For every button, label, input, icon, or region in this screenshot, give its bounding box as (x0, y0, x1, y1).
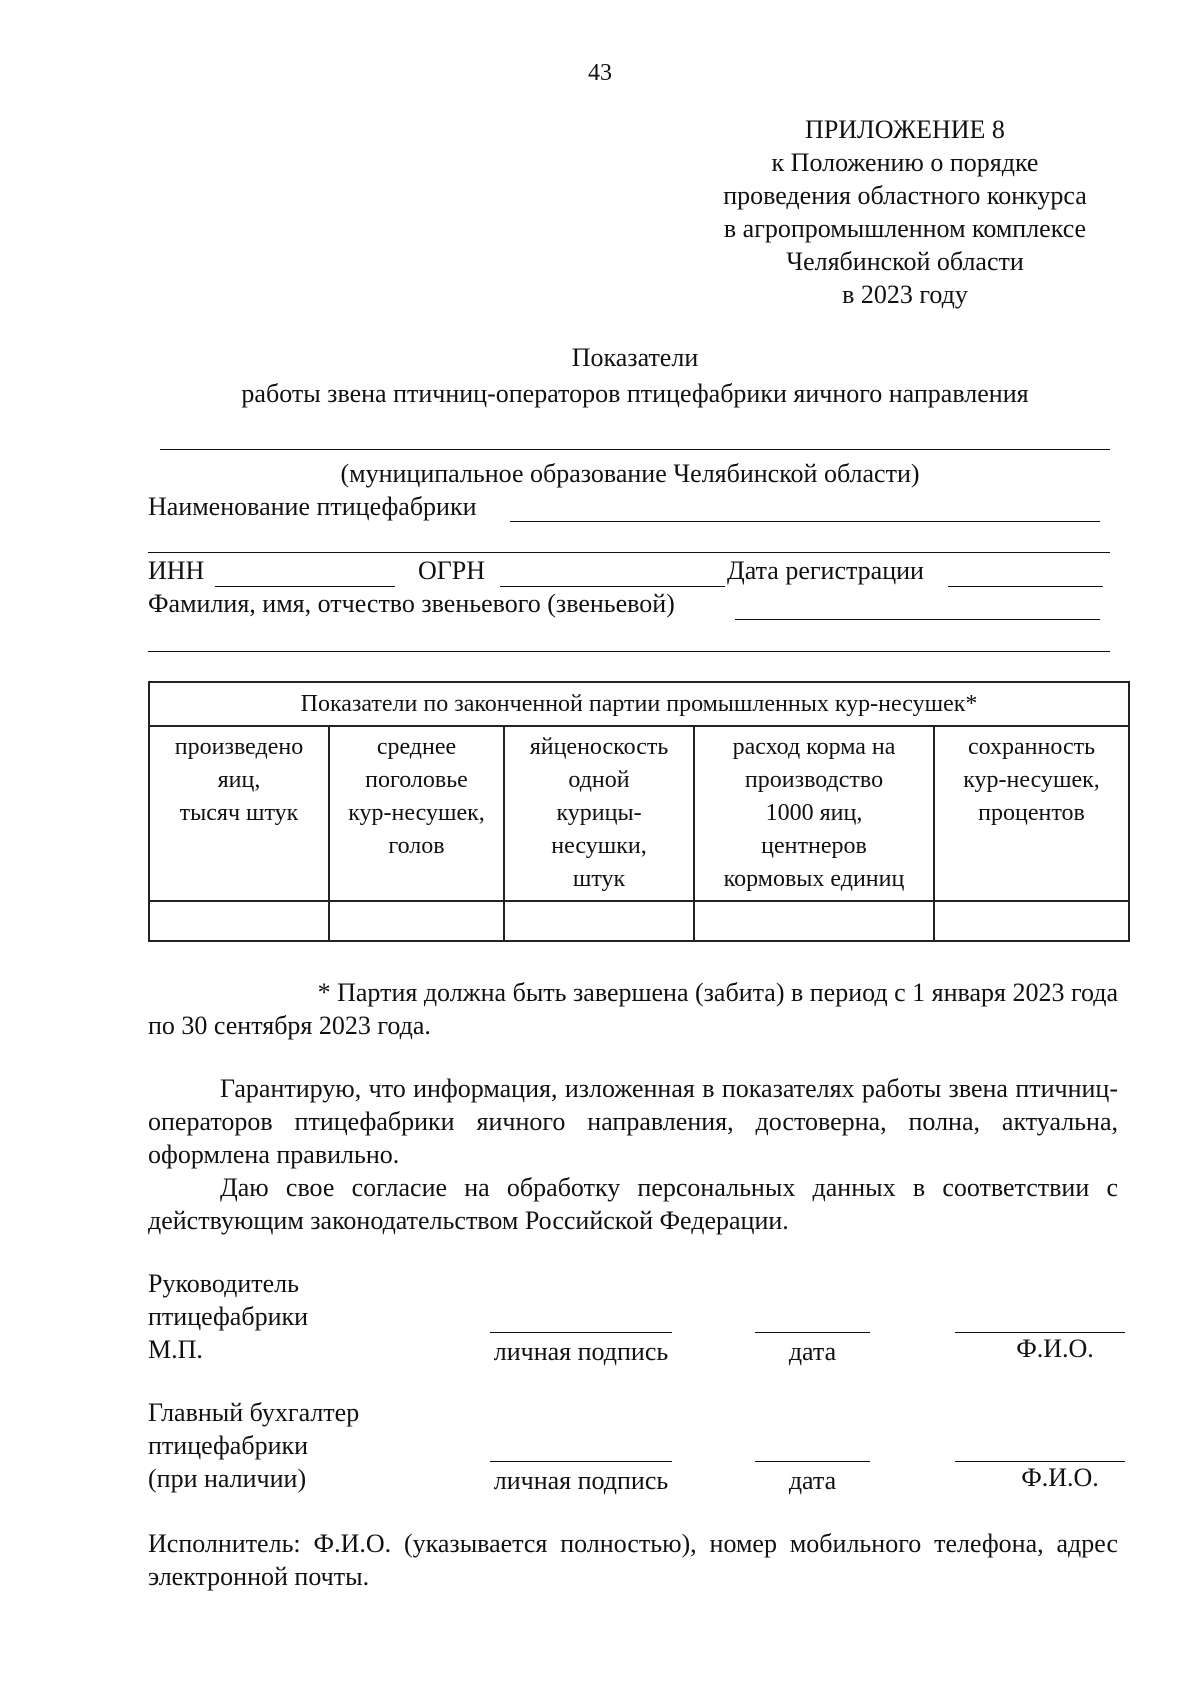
guarantee-text: Гарантирую, что информация, изложенная в показателях работы звена птичниц-операторов птицефабрики яичного направления, достоверна, полна, актуальна, оформлена правильно. (148, 1074, 1118, 1169)
footnote-line-1: * Партия должна быть завершена (забита) в период с 1 января 2023 года (317, 978, 1118, 1007)
cell-line: расход корма на (732, 734, 896, 760)
accountant-signature-line[interactable] (490, 1461, 672, 1462)
factory-name-continuation-line[interactable] (148, 552, 1110, 553)
head-date-line[interactable] (755, 1332, 870, 1333)
table-header-row (149, 682, 1129, 726)
appendix-line: Челябинской области (786, 247, 1024, 276)
accountant-signature-label (148, 1396, 359, 1495)
leader-field-line[interactable] (735, 619, 1100, 620)
input-feed-consumption[interactable] (694, 901, 934, 941)
accountant-date-line[interactable] (755, 1461, 870, 1462)
ogrn-label: ОГРН (418, 556, 486, 585)
column-survival-rate (934, 726, 1129, 901)
inn-label: ИНН (148, 556, 205, 585)
cell-line: несушки, (551, 833, 647, 859)
input-survival-rate[interactable] (934, 901, 1129, 941)
cell-line: тысяч штук (179, 800, 299, 826)
appendix-heading (690, 113, 1120, 311)
head-date-caption: дата (788, 1337, 837, 1366)
cell-line: поголовье (365, 767, 468, 793)
municipality-field-line[interactable] (160, 449, 1110, 450)
consent-text: Даю свое согласие на обработку персональных данных в соответствии с действующим законодательством Российской Федерации. (148, 1173, 1118, 1235)
accountant-label-line-2: птицефабрики (148, 1431, 309, 1460)
appendix-line: ПРИЛОЖЕНИЕ 8 (805, 115, 1005, 144)
column-average-livestock (329, 726, 504, 901)
guarantee-paragraph (148, 1072, 1118, 1171)
head-label-line-2: птицефабрики (148, 1302, 309, 1331)
footnote (148, 976, 1118, 1042)
accountant-date-caption: дата (788, 1466, 837, 1495)
accountant-label-line-3: (при наличии) (148, 1464, 307, 1493)
column-eggs-produced (149, 726, 329, 901)
head-signature-caption: личная подпись (493, 1337, 669, 1366)
head-name-caption: Ф.И.О. (1016, 1334, 1094, 1363)
reg-date-label: Дата регистрации (727, 556, 924, 585)
cell-line: 1000 яиц, (765, 800, 863, 826)
cell-line: среднее (376, 734, 457, 760)
cell-line: процентов (978, 800, 1085, 826)
cell-line: кур-несушек, (348, 800, 485, 826)
executor-note: Исполнитель: Ф.И.О. (указывается полностью), номер мобильного телефона, адрес электронной почты. (148, 1529, 1118, 1591)
head-signature-line[interactable] (490, 1332, 672, 1333)
appendix-line: в агропромышленном комплексе (723, 214, 1087, 243)
input-egg-production[interactable] (504, 901, 694, 941)
cell-line: сохранность (967, 734, 1096, 760)
column-feed-consumption (694, 726, 934, 901)
page-number: 43 (588, 60, 612, 86)
table-columns-row (149, 726, 1129, 901)
accountant-label-line-1: Главный бухгалтер (148, 1398, 360, 1427)
footnote-line-2: по 30 сентября 2023 года. (148, 1011, 431, 1040)
leader-continuation-line[interactable] (148, 651, 1110, 652)
table-input-row (149, 901, 1129, 941)
head-label-line-3: М.П. (148, 1335, 203, 1364)
reg-date-field-line[interactable] (948, 586, 1103, 587)
input-eggs-produced[interactable] (149, 901, 329, 941)
factory-name-label: Наименование птицефабрики (148, 492, 477, 521)
cell-line: центнеров (761, 833, 867, 859)
cell-line: кормовых единиц (723, 866, 905, 892)
cell-line: голов (388, 833, 445, 859)
input-average-livestock[interactable] (329, 901, 504, 941)
cell-line: кур-несушек, (963, 767, 1100, 793)
factory-name-field-line[interactable] (510, 521, 1100, 522)
cell-line: курицы- (556, 800, 642, 826)
cell-line: яиц, (217, 767, 261, 793)
indicators-table (148, 681, 1130, 942)
accountant-signature-caption: личная подпись (493, 1466, 669, 1495)
cell-line: производство (744, 767, 884, 793)
accountant-name-caption: Ф.И.О. (1021, 1463, 1099, 1492)
document-title (100, 340, 1170, 412)
head-label-line-1: Руководитель (148, 1269, 299, 1298)
column-egg-production (504, 726, 694, 901)
cell-line: штук (572, 866, 626, 892)
cell-line: произведено (174, 734, 304, 760)
title-line-1: Показатели (571, 343, 699, 372)
cell-line: яйценоскость (529, 734, 669, 760)
table-header: Показатели по законченной партии промышленных кур-несушек* (149, 682, 1129, 726)
appendix-line: проведения областного конкурса (723, 181, 1087, 210)
ogrn-field-line[interactable] (500, 586, 725, 587)
cell-line: одной (568, 767, 630, 793)
title-line-2: работы звена птичниц-операторов птицефабрики яичного направления (241, 379, 1029, 408)
municipality-caption: (муниципальное образование Челябинской области) (340, 459, 920, 488)
appendix-line: в 2023 году (842, 280, 968, 309)
consent-paragraph (148, 1171, 1118, 1237)
appendix-line: к Положению о порядке (771, 148, 1039, 177)
head-signature-label (148, 1267, 308, 1366)
inn-field-line[interactable] (215, 586, 395, 587)
leader-label: Фамилия, имя, отчество звеньевого (звеньевой) (148, 589, 675, 618)
